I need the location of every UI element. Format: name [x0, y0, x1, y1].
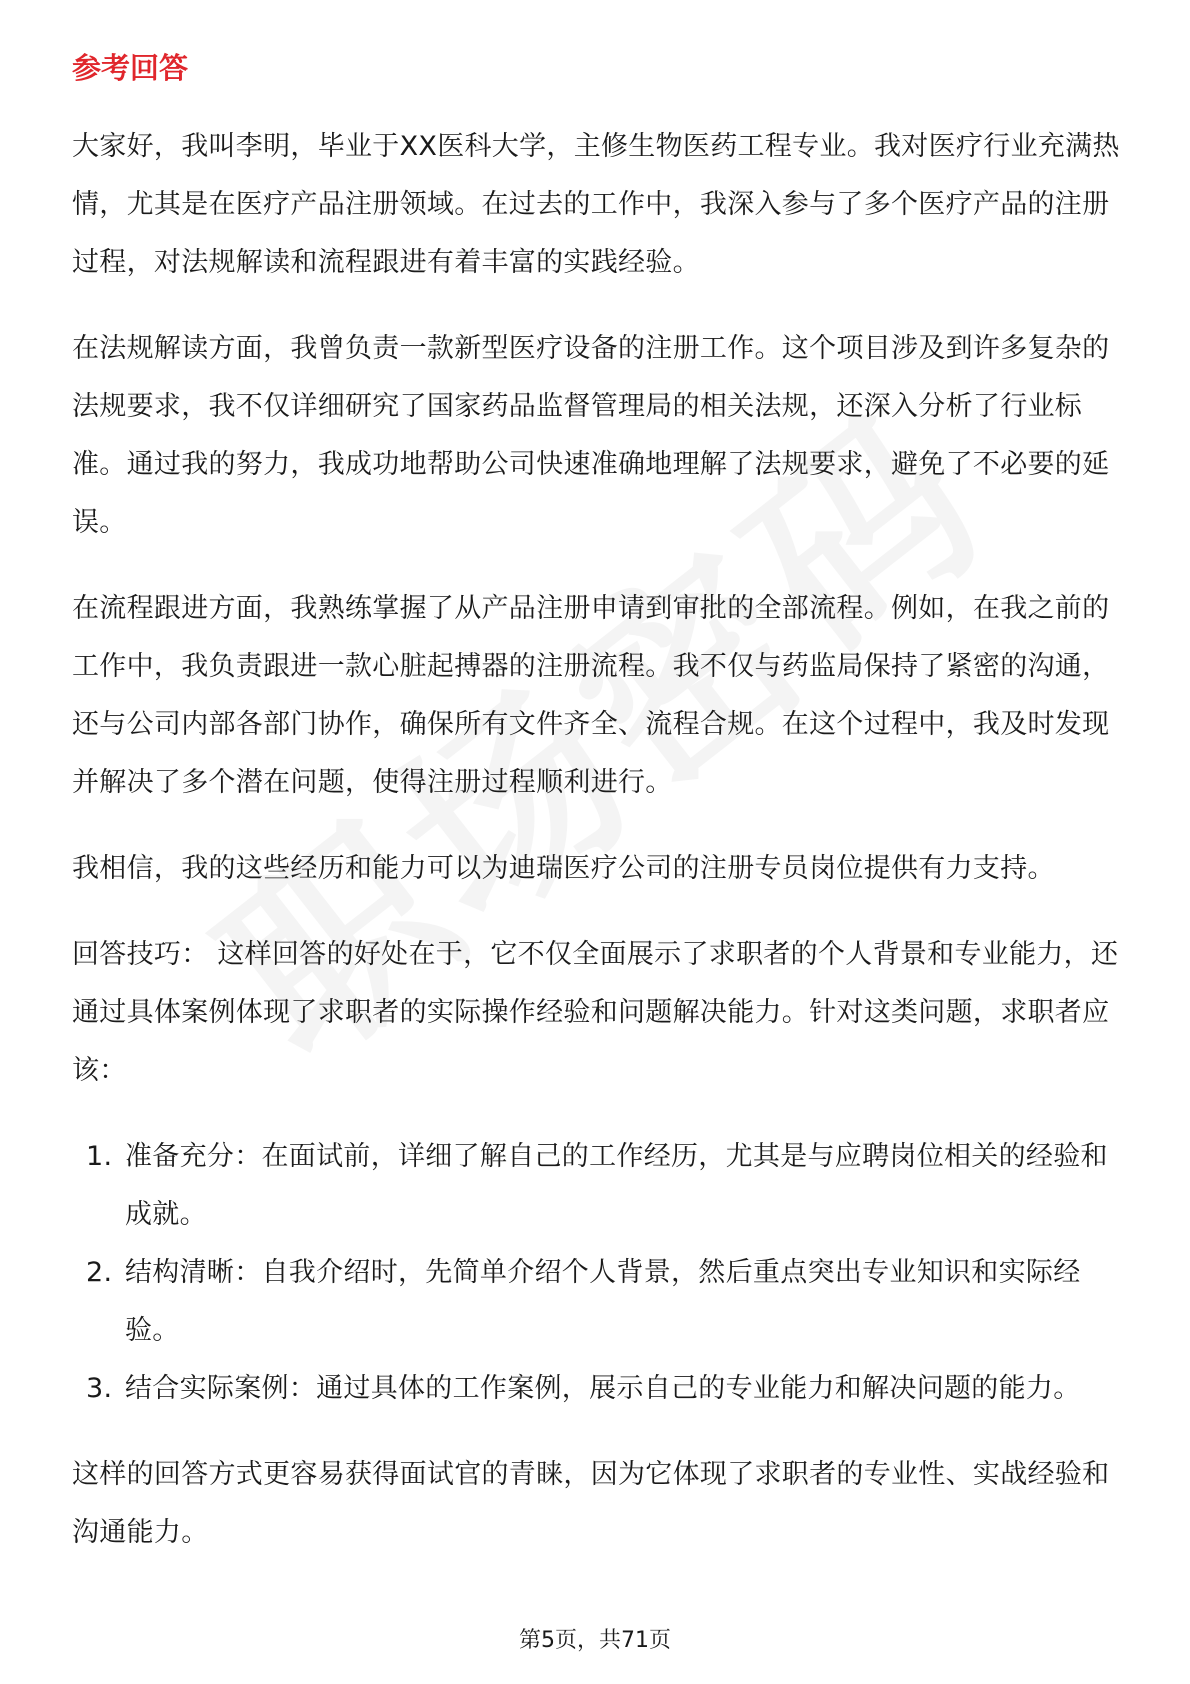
list-item	[72, 1128, 1122, 1244]
paragraph-conclusion: 我相信，我的这些经历和能力可以为迪瑞医疗公司的注册专员岗位提供有力支持。	[72, 853, 1055, 884]
list-item	[72, 1244, 1122, 1360]
page-number-footer: 第5页，共71页	[519, 1628, 671, 1653]
document-page	[72, 46, 1122, 1590]
paragraph-process: 在流程跟进方面，我熟练掌握了从产品注册申请到审批的全部流程。例如，在我之前的工作中，我负责跟进一款心脏起搏器的注册流程。我不仅与药监局保持了紧密的沟通，还与公司内部各部门协作，确保所有文件齐全、流程合规。在这个过程中，我及时发现并解决了多个潜在问题，使得注册过程顺利进行。	[72, 593, 1110, 798]
list-number: 1.	[86, 1141, 113, 1172]
list-number: 2.	[86, 1257, 113, 1288]
paragraph-intro: 大家好，我叫李明，毕业于XX医科大学，主修生物医药工程专业。我对医疗行业充满热情，尤其是在医疗产品注册领域。在过去的工作中，我深入参与了多个医疗产品的注册过程，对法规解读和流程跟进有着丰富的实践经验。	[72, 131, 1120, 278]
list-item	[72, 1360, 1122, 1418]
paragraph-tips: 回答技巧： 这样回答的好处在于，它不仅全面展示了求职者的个人背景和专业能力，还通过具体案例体现了求职者的实际操作经验和问题解决能力。针对这类问题，求职者应该：	[72, 939, 1119, 1086]
list-text: 结合实际案例：通过具体的工作案例，展示自己的专业能力和解决问题的能力。	[125, 1373, 1081, 1404]
paragraph-closing: 这样的回答方式更容易获得面试官的青睐，因为它体现了求职者的专业性、实战经验和沟通能力。	[72, 1459, 1110, 1548]
list-number: 3.	[86, 1373, 113, 1404]
list-text: 结构清晰：自我介绍时，先简单介绍个人背景，然后重点突出专业知识和实际经验。	[125, 1257, 1081, 1346]
paragraph-regulations: 在法规解读方面，我曾负责一款新型医疗设备的注册工作。这个项目涉及到许多复杂的法规要求，我不仅详细研究了国家药品监督管理局的相关法规，还深入分析了行业标准。通过我的努力，我成功地帮助公司快速准确地理解了法规要求，避免了不必要的延误。	[72, 333, 1110, 538]
tips-list	[72, 1128, 1122, 1418]
list-text: 准备充分：在面试前，详细了解自己的工作经历，尤其是与应聘岗位相关的经验和成就。	[125, 1141, 1108, 1230]
section-heading: 参考回答	[72, 51, 189, 85]
